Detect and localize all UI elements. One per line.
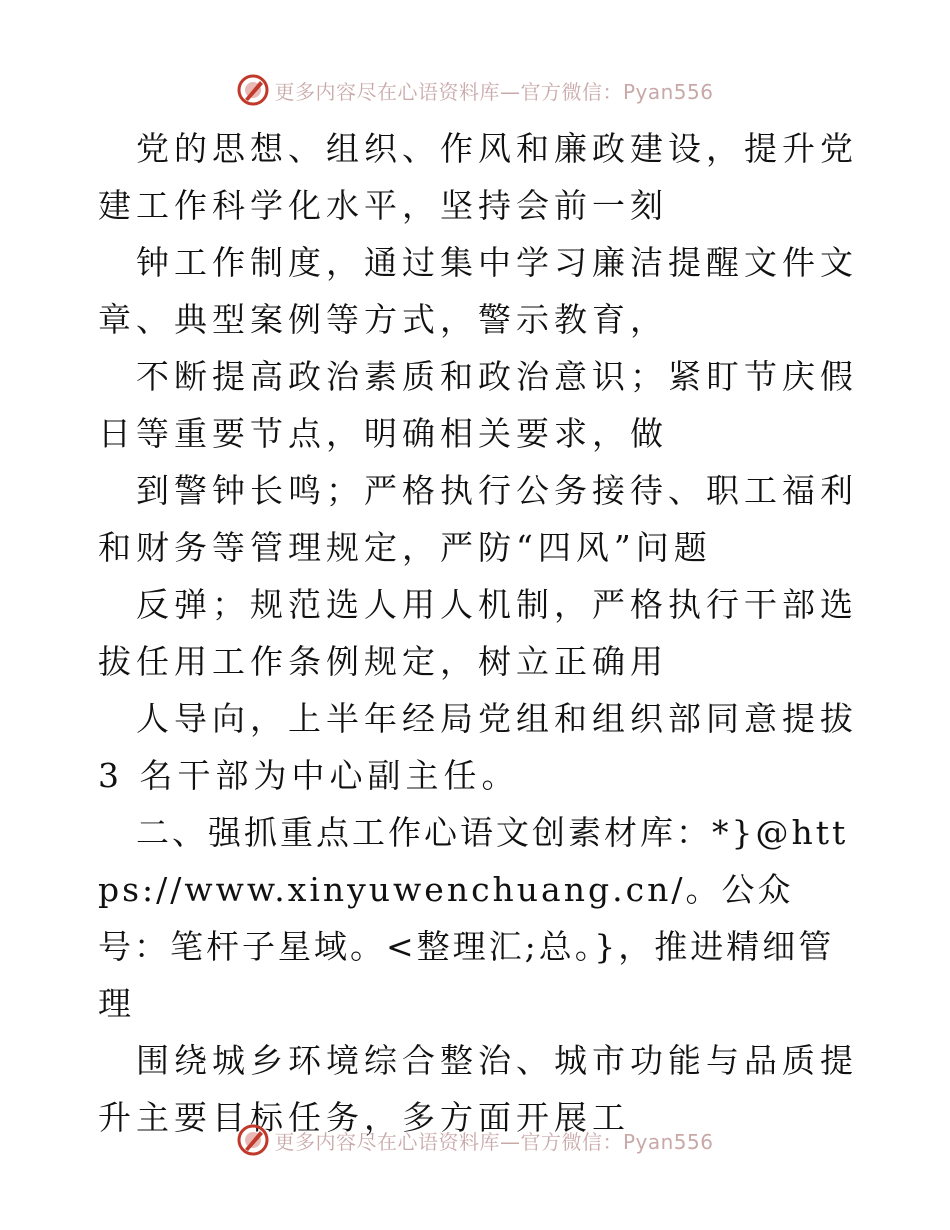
paragraph: 党的思想、组织、作风和廉政建设，提升党建工作科学化水平，坚持会前一刻: [98, 129, 858, 225]
paragraph: 到警钟长鸣；严格执行公务接待、职工福利和财务等管理规定，严防“四风”问题: [98, 471, 858, 567]
pen-logo-icon: [236, 73, 270, 107]
document-body: [98, 120, 874, 1146]
paragraph: 不断提高政治素质和政治意识；紧盯节庆假日等重要节点，明确相关要求，做: [98, 357, 858, 453]
paragraph: 反弹；规范选人用人机制，严格执行干部选拔任用工作条例规定，树立正确用: [98, 585, 858, 681]
watermark-banner-bottom: [0, 1120, 950, 1160]
paragraph: 围绕城乡环境综合整治、城市功能与品质提升主要目标任务，多方面开展工: [98, 1041, 858, 1137]
watermark-text: 更多内容尽在心语资料库—官方微信：Pyan556: [274, 79, 714, 104]
watermark-banner-top: [0, 70, 950, 110]
paragraph: 钟工作制度，通过集中学习廉洁提醒文件文章、典型案例等方式，警示教育，: [98, 243, 858, 339]
watermark-text: 更多内容尽在心语资料库—官方微信：Pyan556: [274, 1129, 714, 1154]
paragraph: 二、强抓重点工作心语文创素材库：*}@https://www.xinyuwenchuang.cn/。公众号：笔杆子星域。<整理汇;总。}，推进精细管理: [98, 813, 849, 1023]
pen-logo-icon: [236, 1123, 270, 1157]
paragraph: 人导向，上半年经局党组和组织部同意提拔 3 名干部为中心副主任。: [98, 699, 874, 795]
